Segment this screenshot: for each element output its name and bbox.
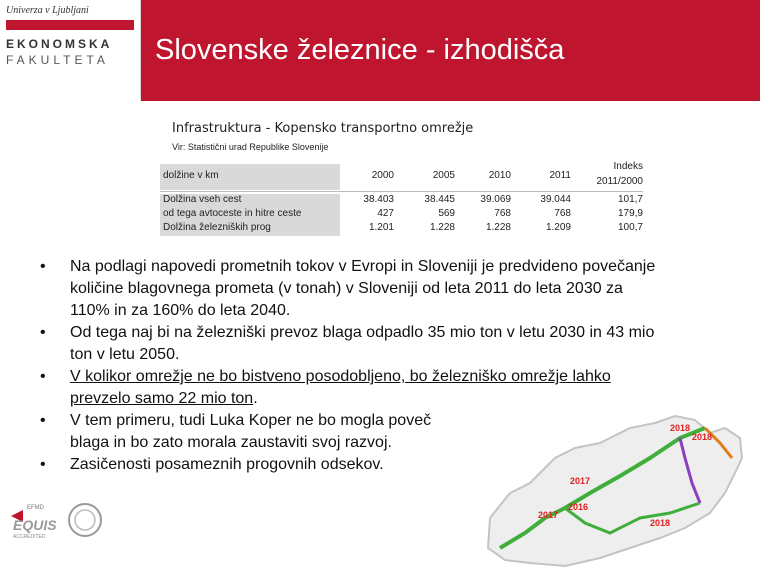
- table-title: Infrastruktura - Kopensko transportno omrežje: [172, 121, 474, 136]
- table-cell: 1.228: [429, 222, 455, 233]
- list-item: [40, 256, 660, 322]
- bullet-marker: •: [40, 324, 46, 341]
- map-year-label: 2018: [692, 432, 713, 442]
- map-year-label: 2017: [538, 510, 559, 520]
- header-bar: [0, 0, 760, 101]
- table-source: Vir: Statistični urad Republike Slovenije: [172, 142, 329, 152]
- logo-band: [6, 20, 134, 30]
- table-cell-index: 179,9: [617, 208, 643, 219]
- equis-status-text: ACCREDITED: [13, 534, 46, 540]
- table-cell: 569: [438, 208, 455, 219]
- bullet-marker: •: [40, 258, 46, 275]
- list-item: [40, 366, 660, 410]
- table-cell: 39.069: [480, 194, 511, 205]
- table-cell: 768: [554, 208, 571, 219]
- list-item: [40, 454, 660, 476]
- bullet-text: V tem primeru, tudi Luka Koper ne bo mogla poveč: [70, 412, 432, 429]
- seal-inner-ring: [75, 510, 95, 530]
- slide-title: Slovenske železnice - izhodišča: [155, 34, 565, 66]
- map-year-label: 2018: [670, 423, 691, 433]
- column-header-2011: 2011: [549, 170, 571, 181]
- bullet-text: Na podlagi napovedi prometnih tokov v Evropi in Sloveniji je predvideno povečanje količine blagovnega prometa (v tonah) v Sloveniji od leta 2011 do leta 2030 za 110% in za 160% do leta 2040.: [70, 258, 656, 319]
- bullet-text-end: .: [253, 390, 258, 407]
- bullet-text: Od tega naj bi na železniški prevoz blaga odpadlo 35 mio ton v letu 2030 in 43 mio ton v letu 2050.: [70, 324, 655, 363]
- faculty-name-line2: FAKULTETA: [6, 53, 109, 67]
- equis-org-text: EFMD: [27, 505, 44, 511]
- faculty-name-line1: EKONOMSKA: [6, 37, 113, 51]
- table-cell-index: 100,7: [617, 222, 643, 233]
- column-header-2010: 2010: [488, 170, 511, 181]
- table-row-label: Dolžina železniških prog: [163, 222, 271, 233]
- equis-name-text: EQUIS: [13, 517, 57, 533]
- table-row-label: Dolžina vseh cest: [163, 194, 242, 205]
- list-item: [40, 410, 660, 454]
- column-header-index: Indeks: [613, 161, 643, 172]
- seal-icon: [69, 504, 101, 536]
- university-name: Univerza v Ljubljani: [6, 5, 89, 16]
- table-cell: 1.228: [485, 222, 511, 233]
- table-cell: 1.201: [368, 222, 394, 233]
- column-header-2005: 2005: [432, 170, 455, 181]
- table-divider: [160, 191, 643, 192]
- column-header-index-period: 2011/2000: [596, 176, 643, 187]
- table-cell-index: 101,7: [617, 194, 643, 205]
- map-year-label: 2017: [570, 476, 591, 486]
- table-cell: 39.044: [540, 194, 571, 205]
- table-header-label: dolžine v km: [163, 170, 219, 181]
- bullet-text: blaga in bo zato morala zaustaviti svoj razvoj.: [70, 434, 392, 451]
- table-cell: 768: [494, 208, 511, 219]
- column-header-2000: 2000: [371, 170, 394, 181]
- map-year-label: 2016: [568, 502, 589, 512]
- bullet-marker: •: [40, 368, 46, 385]
- bullet-marker: •: [40, 456, 46, 473]
- table-cell: 38.445: [424, 194, 455, 205]
- bullet-text: Zasičenosti posameznih progovnih odsekov.: [70, 456, 384, 473]
- equis-accreditation-logo: [5, 498, 105, 563]
- table-cell: 38.403: [363, 194, 394, 205]
- table-row-label: od tega avtoceste in hitre ceste: [163, 208, 302, 219]
- list-item: [40, 322, 660, 366]
- bullet-marker: •: [40, 412, 46, 429]
- faculty-logo: [0, 0, 141, 101]
- table-cell: 427: [377, 208, 394, 219]
- bullet-text-underlined: V kolikor omrežje ne bo bistveno posodobljeno, bo železniško omrežje lahko prevzelo samo 22 mio ton: [70, 368, 611, 407]
- map-year-label: 2018: [650, 518, 671, 528]
- bullet-list: [40, 256, 660, 476]
- table-cell: 1.209: [545, 222, 571, 233]
